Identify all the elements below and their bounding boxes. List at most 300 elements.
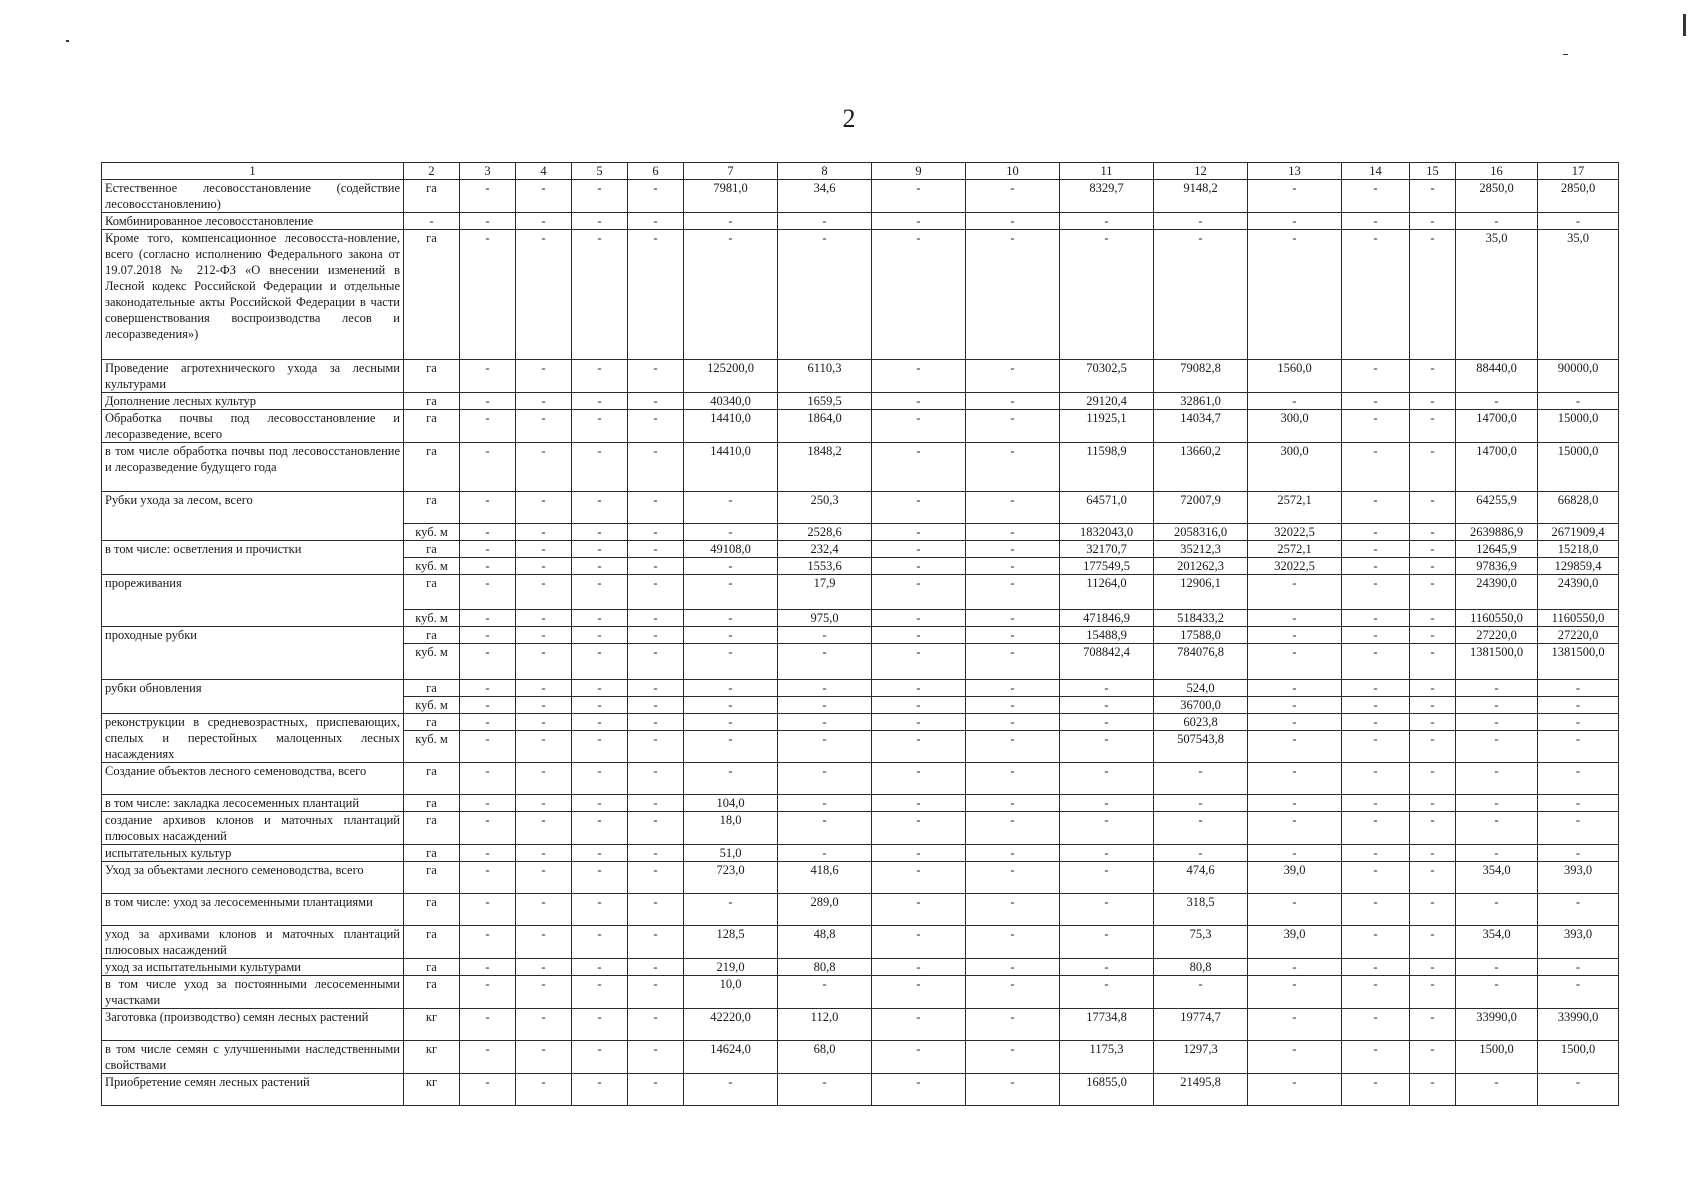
value-cell: - [1342,795,1410,812]
value-cell: - [966,1041,1060,1074]
value-cell: - [1342,697,1410,714]
value-cell: - [1342,524,1410,541]
value-cell: - [1456,894,1538,926]
value-cell: - [1342,360,1410,393]
value-cell: 518433,2 [1154,610,1248,627]
value-cell: - [1538,959,1619,976]
value-cell: 177549,5 [1060,558,1154,575]
value-cell: - [516,360,572,393]
value-cell: - [572,541,628,558]
row-label: Кроме того, компенсационное лесовосста-новление, всего (согласно исполнению Федерального закона от 19.07.2018 № 212-ФЗ «О внесении изменений в Лесной кодекс Российской Федерации и отдельные законодательные акты Российской Федерации в части совершенствования воспроизводства лесов и лесоразведения») [102,230,404,360]
value-cell: - [628,731,684,763]
value-cell: - [460,524,516,541]
value-cell: - [966,959,1060,976]
table-row [102,795,1619,812]
value-cell: - [1410,492,1456,524]
value-cell: - [1410,410,1456,443]
value-cell: - [1248,894,1342,926]
value-cell: - [1410,180,1456,213]
value-cell: - [1060,845,1154,862]
value-cell: - [966,714,1060,731]
value-cell: - [1410,795,1456,812]
value-cell: - [778,976,872,1009]
value-cell: - [1538,812,1619,845]
value-cell: - [516,845,572,862]
value-cell: - [1410,697,1456,714]
value-cell: - [1538,845,1619,862]
value-cell: 24390,0 [1456,575,1538,610]
value-cell: - [628,360,684,393]
value-cell: - [460,697,516,714]
unit-cell: куб. м [404,524,460,541]
value-cell: - [1342,862,1410,894]
value-cell: 33990,0 [1456,1009,1538,1041]
value-cell: - [872,763,966,795]
value-cell: 32861,0 [1154,393,1248,410]
value-cell: - [966,894,1060,926]
value-cell: - [516,714,572,731]
value-cell: - [1456,697,1538,714]
value-cell: - [872,959,966,976]
value-cell: - [460,410,516,443]
column-number: 16 [1456,163,1538,180]
value-cell: - [966,180,1060,213]
value-cell: - [572,845,628,862]
value-cell: - [460,959,516,976]
value-cell: 1381500,0 [1538,644,1619,680]
value-cell: - [460,610,516,627]
value-cell: - [1538,680,1619,697]
value-cell: - [572,959,628,976]
value-cell: - [1342,610,1410,627]
value-cell: - [966,1009,1060,1041]
unit-cell: кг [404,1041,460,1074]
unit-cell: га [404,926,460,959]
value-cell: - [1060,213,1154,230]
value-cell: - [516,558,572,575]
value-cell: - [1410,213,1456,230]
value-cell: - [1410,575,1456,610]
value-cell: - [1342,575,1410,610]
unit-cell: кг [404,1074,460,1106]
table-row [102,714,1619,731]
table-row [102,492,1619,524]
column-number: 4 [516,163,572,180]
table-row [102,812,1619,845]
table-row [102,180,1619,213]
value-cell: 2528,6 [778,524,872,541]
value-cell: - [684,1074,778,1106]
table-row [102,541,1619,558]
column-number: 9 [872,163,966,180]
value-cell: 39,0 [1248,926,1342,959]
value-cell: - [872,575,966,610]
column-number: 8 [778,163,872,180]
value-cell: - [778,680,872,697]
value-cell: - [966,230,1060,360]
value-cell: - [572,230,628,360]
value-cell: - [572,180,628,213]
value-cell: - [572,213,628,230]
value-cell: 68,0 [778,1041,872,1074]
column-number: 3 [460,163,516,180]
value-cell: - [628,644,684,680]
unit-cell: га [404,230,460,360]
row-label: Приобретение семян лесных растений [102,1074,404,1106]
value-cell: 471846,9 [1060,610,1154,627]
value-cell: - [628,213,684,230]
row-label: рубки обновления [102,680,404,714]
value-cell: - [460,541,516,558]
value-cell: 300,0 [1248,410,1342,443]
value-cell: 17588,0 [1154,627,1248,644]
value-cell: 13660,2 [1154,443,1248,492]
value-cell: - [1410,610,1456,627]
value-cell: 14700,0 [1456,443,1538,492]
value-cell: - [966,213,1060,230]
value-cell: - [516,213,572,230]
value-cell: 34,6 [778,180,872,213]
value-cell: - [1248,1074,1342,1106]
value-cell: 128,5 [684,926,778,959]
value-cell: 42220,0 [684,1009,778,1041]
value-cell: 1297,3 [1154,1041,1248,1074]
value-cell: 1832043,0 [1060,524,1154,541]
value-cell: 12645,9 [1456,541,1538,558]
table-row [102,1041,1619,1074]
value-cell: - [778,812,872,845]
value-cell: - [628,393,684,410]
value-cell: - [1060,230,1154,360]
value-cell: - [1342,644,1410,680]
value-cell: - [872,812,966,845]
value-cell: - [872,541,966,558]
value-cell: - [1410,1041,1456,1074]
value-cell: - [1342,812,1410,845]
value-cell: 1175,3 [1060,1041,1154,1074]
value-cell: 2639886,9 [1456,524,1538,541]
table-row [102,894,1619,926]
value-cell: - [628,558,684,575]
value-cell: 784076,8 [1154,644,1248,680]
value-cell: - [1538,393,1619,410]
row-label: Комбинированное лесовосстановление [102,213,404,230]
value-cell: - [872,976,966,1009]
value-cell: - [516,644,572,680]
value-cell: 17,9 [778,575,872,610]
value-cell: - [872,714,966,731]
value-cell: - [1154,812,1248,845]
table-row [102,959,1619,976]
value-cell: - [1060,976,1154,1009]
value-cell: - [1456,845,1538,862]
value-cell: - [684,680,778,697]
value-cell: - [1456,213,1538,230]
value-cell: 21495,8 [1154,1074,1248,1106]
value-cell: - [460,894,516,926]
value-cell: - [1342,443,1410,492]
value-cell: - [1538,714,1619,731]
value-cell: - [460,926,516,959]
value-cell: 64571,0 [1060,492,1154,524]
scan-speck [1683,14,1686,36]
value-cell: - [1342,926,1410,959]
unit-cell: - [404,213,460,230]
value-cell: - [966,845,1060,862]
value-cell: - [572,410,628,443]
value-cell: - [778,1074,872,1106]
value-cell: - [1248,575,1342,610]
value-cell: 51,0 [684,845,778,862]
value-cell: - [966,541,1060,558]
value-cell: - [1342,492,1410,524]
value-cell: - [872,894,966,926]
value-cell: - [684,731,778,763]
value-cell: 393,0 [1538,862,1619,894]
value-cell: - [684,714,778,731]
value-cell: - [572,731,628,763]
value-cell: - [966,1074,1060,1106]
value-cell: - [872,697,966,714]
value-cell: - [966,763,1060,795]
value-cell: - [572,1041,628,1074]
value-cell: - [1410,680,1456,697]
value-cell: 1864,0 [778,410,872,443]
value-cell: - [1060,959,1154,976]
value-cell: - [572,575,628,610]
value-cell: - [460,627,516,644]
value-cell: - [1410,763,1456,795]
table-row [102,410,1619,443]
value-cell: - [516,894,572,926]
value-cell: - [1248,213,1342,230]
unit-cell: га [404,180,460,213]
value-cell: - [1410,230,1456,360]
page-number: 2 [842,104,856,133]
value-cell: - [460,812,516,845]
value-cell: 27220,0 [1538,627,1619,644]
unit-cell: га [404,443,460,492]
value-cell: - [516,230,572,360]
value-cell: - [460,230,516,360]
value-cell: - [1342,1009,1410,1041]
value-cell: - [628,697,684,714]
value-cell: - [572,610,628,627]
value-cell: - [460,575,516,610]
value-cell: - [1410,714,1456,731]
value-cell: - [966,644,1060,680]
value-cell: - [872,1009,966,1041]
value-cell: - [628,524,684,541]
row-label: уход за архивами клонов и маточных плантаций плюсовых насаждений [102,926,404,959]
value-cell: - [516,627,572,644]
value-cell: 14410,0 [684,443,778,492]
value-cell: - [966,575,1060,610]
value-cell: - [1342,714,1410,731]
value-cell: - [872,795,966,812]
row-label: в том числе уход за постоянными лесосеменными участками [102,976,404,1009]
value-cell: 1848,2 [778,443,872,492]
value-cell: - [516,731,572,763]
unit-cell: га [404,795,460,812]
value-cell: - [1410,845,1456,862]
value-cell: - [872,627,966,644]
value-cell: 14410,0 [684,410,778,443]
value-cell: - [1248,680,1342,697]
value-cell: - [966,926,1060,959]
table-row [102,845,1619,862]
value-cell: - [1410,541,1456,558]
value-cell: - [684,627,778,644]
value-cell: - [1342,410,1410,443]
row-label: создание архивов клонов и маточных плантаций плюсовых насаждений [102,812,404,845]
value-cell: - [1410,360,1456,393]
value-cell: - [872,524,966,541]
unit-cell: га [404,812,460,845]
value-cell: - [1060,926,1154,959]
value-cell: - [1248,845,1342,862]
value-cell: 36700,0 [1154,697,1248,714]
value-cell: - [1154,213,1248,230]
value-cell: - [1060,812,1154,845]
value-cell: - [778,644,872,680]
value-cell: - [460,845,516,862]
value-cell: - [628,795,684,812]
value-cell: 49108,0 [684,541,778,558]
value-cell: - [460,680,516,697]
row-label: в том числе обработка почвы под лесовосстановление и лесоразведение будущего года [102,443,404,492]
unit-cell: га [404,541,460,558]
value-cell: - [1248,1009,1342,1041]
value-cell: - [966,795,1060,812]
value-cell: - [966,610,1060,627]
value-cell: - [628,812,684,845]
value-cell: - [1456,1074,1538,1106]
value-cell: - [1248,795,1342,812]
value-cell: 125200,0 [684,360,778,393]
value-cell: - [572,1074,628,1106]
unit-cell: куб. м [404,644,460,680]
value-cell: - [460,976,516,1009]
column-number: 6 [628,163,684,180]
table-row [102,1009,1619,1041]
value-cell: 14034,7 [1154,410,1248,443]
value-cell: - [572,644,628,680]
value-cell: - [1342,894,1410,926]
column-number: 5 [572,163,628,180]
value-cell: - [778,845,872,862]
value-cell: - [460,714,516,731]
value-cell: - [1538,763,1619,795]
value-cell: 48,8 [778,926,872,959]
column-number: 15 [1410,163,1456,180]
value-cell: 32022,5 [1248,524,1342,541]
value-cell: - [460,644,516,680]
value-cell: - [516,575,572,610]
value-cell: - [778,213,872,230]
value-cell: - [872,610,966,627]
value-cell: - [516,410,572,443]
value-cell: - [966,558,1060,575]
unit-cell: га [404,627,460,644]
unit-cell: га [404,492,460,524]
value-cell: - [516,524,572,541]
value-cell: - [684,894,778,926]
value-cell: - [684,492,778,524]
value-cell: - [1410,524,1456,541]
value-cell: 232,4 [778,541,872,558]
value-cell: 39,0 [1248,862,1342,894]
value-cell: - [460,492,516,524]
value-cell: - [516,976,572,1009]
row-label: Естественное лесовосстановление (содействие лесовосстановлению) [102,180,404,213]
value-cell: - [1248,731,1342,763]
row-label: прореживания [102,575,404,627]
value-cell: - [966,360,1060,393]
value-cell: - [1410,862,1456,894]
value-cell: 8329,7 [1060,180,1154,213]
value-cell: - [460,360,516,393]
value-cell: - [628,1074,684,1106]
value-cell: - [1410,894,1456,926]
value-cell: - [460,393,516,410]
unit-cell: куб. м [404,697,460,714]
value-cell: - [1342,230,1410,360]
value-cell: - [628,1009,684,1041]
value-cell: 88440,0 [1456,360,1538,393]
table-row [102,575,1619,610]
value-cell: 24390,0 [1538,575,1619,610]
value-cell: 6023,8 [1154,714,1248,731]
value-cell: - [1154,845,1248,862]
value-cell: - [1154,795,1248,812]
value-cell: 723,0 [684,862,778,894]
value-cell: - [1342,959,1410,976]
value-cell: - [1456,731,1538,763]
value-cell: - [628,714,684,731]
value-cell: - [1248,180,1342,213]
value-cell: 35212,3 [1154,541,1248,558]
value-cell: - [572,812,628,845]
value-cell: 10,0 [684,976,778,1009]
unit-cell: куб. м [404,731,460,763]
value-cell: 975,0 [778,610,872,627]
value-cell: - [778,230,872,360]
value-cell: - [1538,731,1619,763]
value-cell: 2572,1 [1248,541,1342,558]
value-cell: - [1248,1041,1342,1074]
table-row [102,213,1619,230]
value-cell: 70302,5 [1060,360,1154,393]
value-cell: - [516,812,572,845]
value-cell: - [1060,763,1154,795]
value-cell: 318,5 [1154,894,1248,926]
value-cell: - [1342,976,1410,1009]
value-cell: - [1410,627,1456,644]
value-cell: - [1342,1074,1410,1106]
unit-cell: га [404,976,460,1009]
value-cell: - [572,393,628,410]
value-cell: 112,0 [778,1009,872,1041]
value-cell: - [1342,558,1410,575]
value-cell: - [516,697,572,714]
value-cell: - [684,524,778,541]
value-cell: - [1410,1009,1456,1041]
value-cell: - [966,697,1060,714]
unit-cell: га [404,410,460,443]
value-cell: 11598,9 [1060,443,1154,492]
value-cell: - [872,230,966,360]
